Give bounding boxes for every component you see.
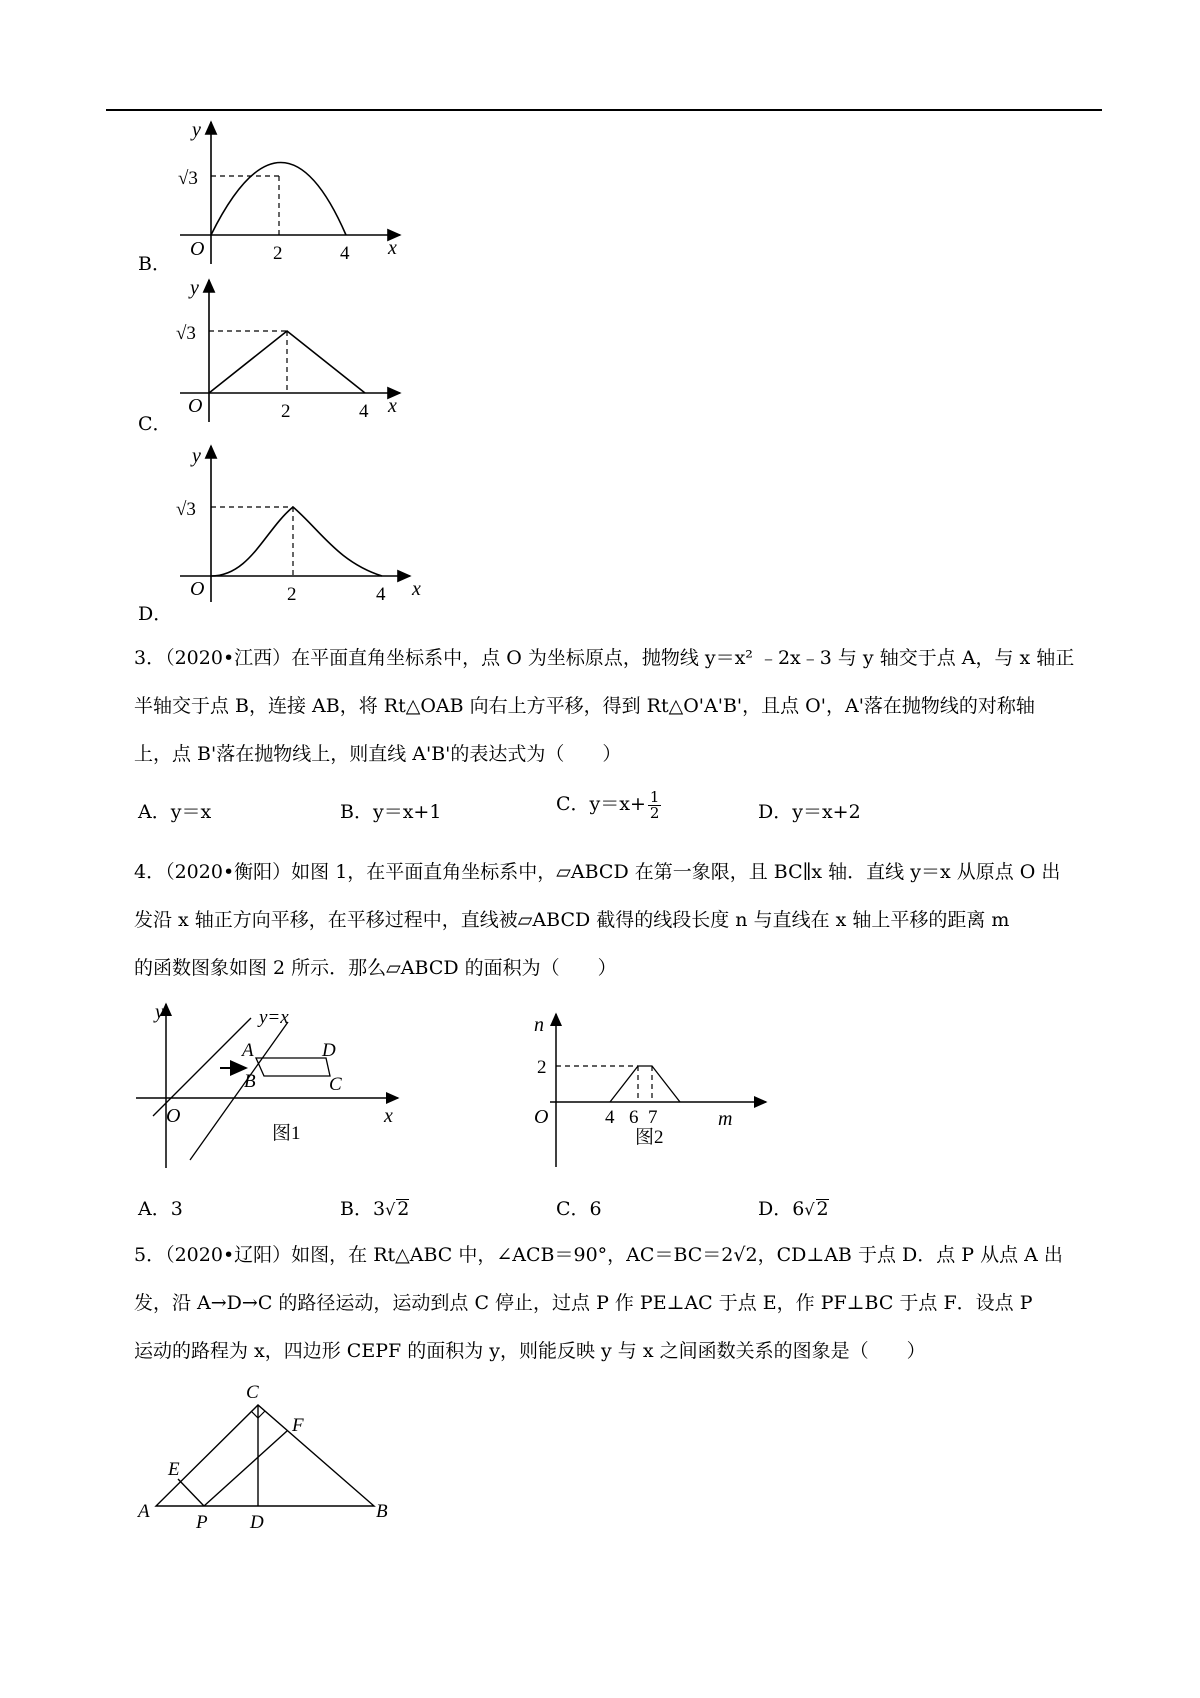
question-5 [134,1231,1098,1375]
m-label: m [718,1108,733,1130]
q4-choice-b[interactable]: B．3√ 2 [340,1198,410,1220]
x-label: x [388,395,397,417]
q4-choice-d-radicand: 2 [816,1198,829,1220]
q5-number: 5． [134,1244,166,1266]
q3-choice-b[interactable]: B．y＝x+1 [340,801,442,823]
tick-4: 4 [359,401,369,422]
point-p: P [196,1512,208,1533]
q3-line-3: 上，点 B'落在抛物线上，则直线 A'B'的表达式为（ ） [134,743,622,765]
y-label: y [190,277,199,299]
y-label: y [192,119,201,141]
q4-choice-b-radicand: 2 [397,1198,410,1220]
x-label: x [388,237,397,259]
peak-label: √3 [178,168,198,189]
tick-2: 2 [273,243,283,264]
n-label: n [534,1014,544,1036]
question-3 [134,634,1098,778]
line-label: y=x [259,1007,289,1028]
q4-line-1 [134,848,1098,896]
function-graph [610,1066,680,1102]
q5-source: （2020•辽阳） [165,1244,292,1266]
point-b: B [376,1501,388,1522]
option-b-graph [160,118,420,268]
origin-label: O [166,1105,181,1127]
option-d-letter: D． [138,603,173,625]
point-a: A [138,1501,150,1522]
tick-2: 2 [537,1057,547,1078]
q3-text-1: 在平面直角坐标系中，点 O 为坐标原点，抛物线 y＝x² ﹣2x﹣3 与 y 轴交于点 A，与 x 轴正 [291,647,1075,669]
q4-line-2: 发沿 x 轴正方向平移，在平移过程中，直线被▱ABCD 截得的线段长度 n 与直线在 x 轴上平移的距离 m [134,909,1010,931]
origin-label: O [190,578,205,600]
point-d: D [250,1512,264,1533]
tick-7: 7 [648,1107,658,1128]
point-e: E [168,1459,180,1480]
q4-choices [138,1194,1038,1230]
point-a: A [242,1040,254,1061]
option-b-letter: B． [138,253,171,275]
q3-choice-d[interactable]: D．y＝x+2 [758,801,861,823]
tick-4: 4 [340,243,350,264]
header-rule [106,109,1102,111]
q3-number: 3． [134,647,166,669]
x-label: x [384,1105,393,1127]
tick-4: 4 [376,584,386,605]
q4-line-3: 的函数图象如图 2 所示．那么▱ABCD 的面积为（ ） [134,957,617,979]
q3-choice-c[interactable] [556,789,661,821]
q5-line-1 [134,1231,1098,1279]
point-d: D [322,1040,336,1061]
q4-choice-c[interactable]: C．6 [556,1198,602,1220]
q4-text-1: 如图 1，在平面直角坐标系中，▱ABCD 在第一象限，且 BC∥x 轴．直线 y＝x 从原点 O 出 [291,861,1061,883]
q4-source: （2020•衡阳） [165,861,292,883]
x-label: x [412,578,421,600]
tick-2: 2 [281,401,291,422]
segment-pf [204,1431,287,1506]
tick-4: 4 [605,1107,615,1128]
q3-choices [138,787,1038,833]
origin-label: O [188,395,203,417]
option-c-letter: C． [138,413,172,435]
origin-label: O [534,1106,549,1128]
q5-line-2: 发，沿 A→D→C 的路径运动，运动到点 C 停止，过点 P 作 PE⊥AC 于点 E，作 PF⊥BC 于点 F．设点 P [134,1292,1033,1314]
curve [211,507,382,576]
q5-triangle-figure [138,1376,398,1542]
q3-choice-a[interactable]: A．y＝x [138,801,212,823]
origin-label: O [190,238,205,260]
tick-6: 6 [629,1107,639,1128]
option-c-graph [160,276,420,426]
figure-1-caption: 图1 [272,1123,301,1144]
tick-2: 2 [287,584,297,605]
peak-label: √3 [176,323,196,344]
point-c: C [246,1382,259,1403]
q4-choice-d[interactable]: D．6√ 2 [758,1198,829,1220]
q4-figure-1 [130,1000,410,1170]
peak-label: √3 [176,499,196,520]
q4-figure-2 [528,1010,778,1170]
figure-2-caption: 图2 [635,1127,664,1148]
y-label: y [155,1001,164,1023]
q5-line-3: 运动的路程为 x，四边形 CEPF 的面积为 y，则能反映 y 与 x 之间函数关系的图象是（ ） [134,1340,926,1362]
q3-line-1 [134,634,1098,682]
q3-source: （2020•江西） [165,647,292,669]
q3-line-2: 半轴交于点 B，连接 AB，将 Rt△OAB 向右上方平移，得到 Rt△O'A'B'，且点 O'，A'落在抛物线的对称轴 [134,695,1035,717]
point-f: F [292,1415,304,1436]
q3-choice-c-prefix: C．y＝x+ [556,793,646,815]
parallelogram [256,1058,330,1076]
point-c: C [329,1074,342,1095]
q3-choice-c-fraction: $\frac{1}{2}$ [649,787,660,822]
q4-number: 4． [134,861,166,883]
point-b: B [244,1071,256,1092]
y-label: y [192,445,201,467]
q4-choice-a[interactable]: A．3 [138,1198,183,1220]
question-4 [134,848,1098,992]
option-d-graph [160,442,430,605]
segment-pe [178,1479,204,1506]
q5-text-1: 如图，在 Rt△ABC 中，∠ACB＝90°，AC＝BC＝2√2，CD⊥AB 于点 D．点 P 从点 A 出 [291,1244,1063,1266]
